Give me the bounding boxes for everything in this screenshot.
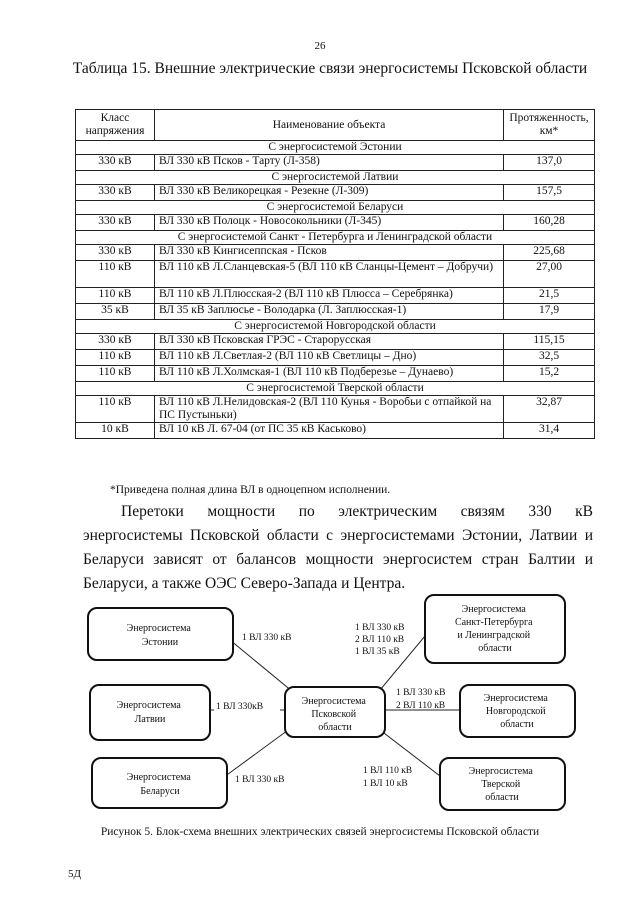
box-belarus-text: Энергосистема Беларуси — [126, 772, 191, 797]
table-row — [76, 423, 595, 439]
object-name-cell: ВЛ 10 кВ Л. 67-04 (от ПС 35 кВ Каськово) — [155, 423, 504, 439]
object-name-cell: ВЛ 110 кВ Л.Светлая-2 (ВЛ 110 кВ Светлицы – Дно) — [155, 350, 504, 366]
body-paragraph — [83, 500, 593, 596]
table-row — [76, 366, 595, 382]
voltage-class-cell: 110 кВ — [76, 350, 155, 366]
table-row — [76, 396, 595, 423]
table-row — [76, 304, 595, 320]
label-latvia: 1 ВЛ 330кВ — [216, 702, 264, 712]
group-title: С энергосистемой Санкт - Петербурга и Ленинградской области — [76, 231, 595, 245]
group-row — [76, 231, 595, 245]
length-cell: 225,68 — [504, 245, 595, 261]
label-novgorod: 1 ВЛ 330 кВ 2 ВЛ 110 кВ — [396, 688, 446, 711]
box-latvia — [90, 685, 210, 740]
length-cell: 17,9 — [504, 304, 595, 320]
object-name-cell: ВЛ 110 кВ Л.Сланцевская-5 (ВЛ 110 кВ Сланцы-Цемент – Добручи) — [155, 261, 504, 288]
voltage-class-cell: 10 кВ — [76, 423, 155, 439]
group-row — [76, 382, 595, 396]
voltage-class-cell: 330 кВ — [76, 215, 155, 231]
table-row — [76, 245, 595, 261]
length-cell: 31,4 — [504, 423, 595, 439]
length-cell: 27,00 — [504, 261, 595, 288]
page-number: 26 — [314, 40, 326, 52]
table-row — [76, 288, 595, 304]
length-cell: 32,87 — [504, 396, 595, 423]
voltage-class-cell: 110 кВ — [76, 366, 155, 382]
voltage-class-cell: 330 кВ — [76, 185, 155, 201]
header-class: Класс напряжения — [76, 110, 155, 141]
table-row — [76, 261, 595, 288]
box-estonia — [88, 608, 233, 660]
group-title: С энергосистемой Эстонии — [76, 141, 595, 155]
label-spb: 1 ВЛ 330 кВ 2 ВЛ 110 кВ 1 ВЛ 35 кВ — [355, 623, 405, 657]
links-table — [75, 109, 595, 439]
table-header-row — [76, 110, 595, 141]
voltage-class-cell: 330 кВ — [76, 245, 155, 261]
object-name-cell: ВЛ 330 кВ Великорецкая - Резекне (Л-309) — [155, 185, 504, 201]
object-name-cell: ВЛ 330 кВ Псковская ГРЭС - Старорусская — [155, 334, 504, 350]
object-name-cell: ВЛ 110 кВ Л.Холмская-1 (ВЛ 110 кВ Подберезье – Дунаево) — [155, 366, 504, 382]
object-name-cell: ВЛ 330 кВ Кингисеппская - Псков — [155, 245, 504, 261]
group-row — [76, 171, 595, 185]
box-spb-text: Энергосистема Санкт-Петербурга и Ленинградской области — [454, 604, 533, 654]
label-tver: 1 ВЛ 110 кВ 1 ВЛ 10 кВ — [363, 766, 413, 789]
box-latvia-text: Энергосистема Латвии — [116, 700, 181, 725]
figure-caption: Рисунок 5. Блок-схема внешних электрических связей энергосистемы Псковской области — [100, 826, 540, 838]
voltage-class-cell: 110 кВ — [76, 261, 155, 288]
length-cell: 15,2 — [504, 366, 595, 382]
table-row — [76, 185, 595, 201]
group-row — [76, 320, 595, 334]
label-belarus: 1 ВЛ 330 кВ — [235, 775, 285, 785]
length-cell: 160,28 — [504, 215, 595, 231]
voltage-class-cell: 330 кВ — [76, 334, 155, 350]
table-row — [76, 334, 595, 350]
voltage-class-cell: 35 кВ — [76, 304, 155, 320]
group-row — [76, 141, 595, 155]
table-row — [76, 215, 595, 231]
paragraph-rest: энергосистемы Псковской области с энергосистемами Эстонии, Латвии и Беларуси зависят от балансов мощности энергосистем стран Балтии и Беларуси, а также ОЭС Северо-Запада и Центра. — [83, 527, 593, 592]
header-name: Наименование объекта — [155, 110, 504, 141]
voltage-class-cell: 110 кВ — [76, 288, 155, 304]
object-name-cell: ВЛ 110 кВ Л.Нелидовская-2 (ВЛ 110 Кунья - Воробьи с отпайкой на ПС Пустыньки) — [155, 396, 504, 423]
length-cell: 137,0 — [504, 155, 595, 171]
block-diagram — [80, 590, 580, 815]
box-belarus — [92, 758, 227, 808]
group-title: С энергосистемой Латвии — [76, 171, 595, 185]
box-pskov-text: Энергосистема Псковской области — [301, 696, 366, 733]
table-row — [76, 155, 595, 171]
length-cell: 21,5 — [504, 288, 595, 304]
object-name-cell: ВЛ 35 кВ Заплюсье - Володарка (Л. Заплюсская-1) — [155, 304, 504, 320]
footnote: *Приведена полная длина ВЛ в одноцепном исполнении. — [110, 484, 391, 496]
length-cell: 115,15 — [504, 334, 595, 350]
paragraph-first-line: Перетоки мощности по электрическим связям 330 кВ — [121, 503, 593, 520]
bottom-code: 5Д — [68, 868, 82, 880]
object-name-cell: ВЛ 330 кВ Полоцк - Новосокольники (Л-345) — [155, 215, 504, 231]
label-estonia: 1 ВЛ 330 кВ — [242, 633, 292, 643]
box-tver-text: Энергосистема Тверской области — [468, 766, 533, 803]
group-row — [76, 201, 595, 215]
length-cell: 157,5 — [504, 185, 595, 201]
object-name-cell: ВЛ 330 кВ Псков - Тарту (Л-358) — [155, 155, 504, 171]
box-estonia-text: Энергосистема Эстонии — [126, 623, 191, 648]
length-cell: 32,5 — [504, 350, 595, 366]
box-novgorod-text: Энергосистема Новгородской области — [483, 693, 548, 730]
table-title: Таблица 15. Внешние электрические связи энергосистемы Псковской области — [72, 60, 588, 77]
header-length: Протяженность, км* — [504, 110, 595, 141]
table-body — [76, 141, 595, 439]
group-title: С энергосистемой Новгородской области — [76, 320, 595, 334]
table-row — [76, 350, 595, 366]
object-name-cell: ВЛ 110 кВ Л.Плюсская-2 (ВЛ 110 кВ Плюсса – Серебрянка) — [155, 288, 504, 304]
voltage-class-cell: 330 кВ — [76, 155, 155, 171]
voltage-class-cell: 110 кВ — [76, 396, 155, 423]
group-title: С энергосистемой Беларуси — [76, 201, 595, 215]
group-title: С энергосистемой Тверской области — [76, 382, 595, 396]
